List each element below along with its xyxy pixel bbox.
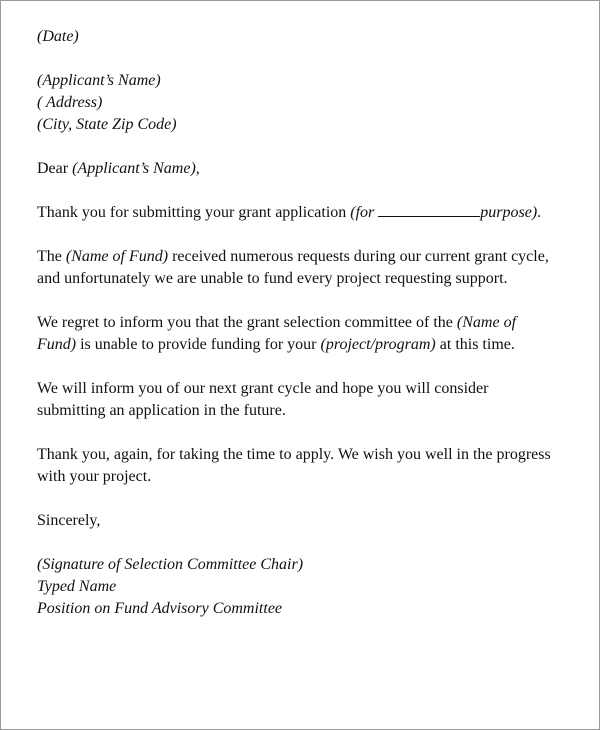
applicant-name-line: (Applicant’s Name)	[37, 72, 161, 89]
requests-start: The	[37, 248, 66, 265]
closing: Sincerely,	[37, 512, 101, 529]
paragraph-thanks	[37, 202, 557, 224]
purpose-label: purpose)	[480, 204, 538, 221]
fund-name-placeholder-2: (Name of Fund)	[37, 314, 517, 353]
regret-start: We regret to inform you that the grant selection committee of the	[37, 314, 457, 331]
for-label: (for	[350, 204, 379, 221]
paragraph-requests	[37, 246, 557, 290]
purpose-blank-line	[378, 202, 480, 217]
thanks-text: Thank you for submitting your grant application	[37, 204, 351, 221]
typed-name-line: Typed Name	[37, 578, 117, 595]
project-program-placeholder: (project/program)	[320, 336, 436, 353]
fund-name-placeholder: (Name of Fund)	[65, 248, 169, 265]
paragraph-regret	[37, 312, 557, 356]
signature-line: (Signature of Selection Committee Chair)	[37, 556, 304, 573]
regret-mid: is unable to provide funding for your	[76, 336, 321, 353]
regret-end: at this time.	[435, 336, 515, 353]
paragraph-thank-again: Thank you, again, for taking the time to apply. We wish you well in the progress with your project.	[37, 446, 551, 485]
letter-body	[37, 26, 557, 620]
paragraph-next-cycle: We will inform you of our next grant cycle and hope you will consider submitting an application in the future.	[37, 380, 489, 419]
city-state-zip-line: (City, State Zip Code)	[37, 116, 177, 133]
salutation-name: (Applicant’s Name)	[72, 160, 196, 177]
thanks-end: .	[537, 204, 542, 221]
date-line: (Date)	[37, 28, 79, 45]
salutation-prefix: Dear	[37, 160, 73, 177]
address-line: ( Address)	[37, 94, 103, 111]
position-line: Position on Fund Advisory Committee	[37, 600, 283, 617]
salutation	[37, 158, 557, 180]
salutation-suffix: ,	[195, 160, 200, 177]
requests-rest: received numerous requests during our current grant cycle, and unfortunately we are unable to fund every project requesting support.	[37, 248, 549, 287]
